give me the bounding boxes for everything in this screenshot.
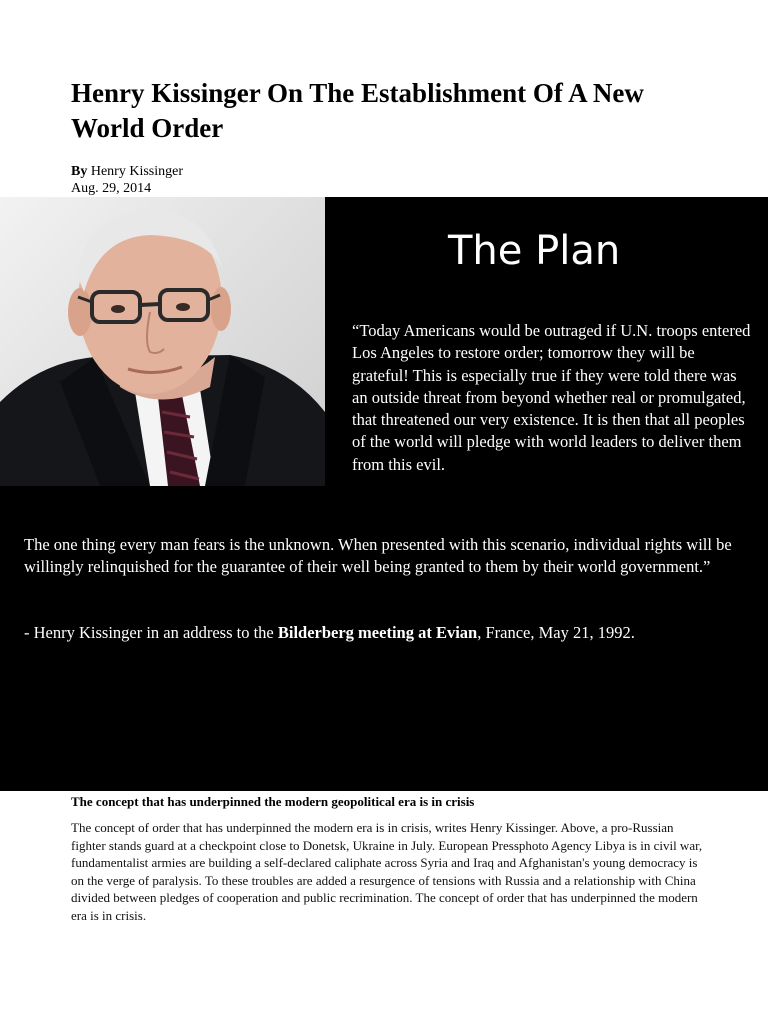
quote-image [0, 197, 768, 791]
article-title: Henry Kissinger On The Establishment Of A New World Order [71, 78, 644, 143]
author-name: Henry Kissinger [90, 164, 183, 179]
byline [71, 163, 183, 180]
image-heading: The Plan [448, 228, 621, 274]
portrait-photo [0, 197, 325, 486]
attribution-suffix: , France, May 21, 1992. [477, 623, 635, 642]
by-label: By [71, 164, 88, 179]
quote-attribution [24, 622, 744, 644]
attribution-prefix: - Henry Kissinger in an address to the [24, 623, 278, 642]
quote-text-second-part: The one thing every man fears is the unknown. When presented with this scenario, individual rights will be willingly relinquished for the guarantee of their well being granted to them by their world government.” [24, 535, 732, 577]
portrait-illustration [0, 197, 325, 486]
section-body: The concept of order that has underpinned the modern era is in crisis, writes Henry Kissinger. Above, a pro-Russian fighter stands guard at a checkpoint close to Donetsk, Ukraine in July. European Pressphoto Agency Libya is in civil war, fundamentalist armies are building a self-declared caliphate across Syria and Iraq and Afghanistan's young democracy is on the verge of paralysis. To these troubles are added a resurgence of tensions with Russia and a relationship with China divided between pledges of cooperation and public recrimination. The concept of order that has underpinned the modern era is in crisis. [71, 820, 703, 923]
publish-date: Aug. 29, 2014 [71, 181, 152, 196]
attribution-event: Bilderberg meeting at Evian [277, 623, 478, 642]
section-subheading: The concept that has underpinned the modern geopolitical era is in crisis [71, 794, 475, 809]
quote-text-first-part: “Today Americans would be outraged if U.N. troops entered Los Angeles to restore order; tomorrow they will be grateful! This is especially true if they were told there was an outside threat from beyond whether real or promulgated, that threatened our very existence. It is then that all peoples of the world will pledge with world leaders to deliver them from this evil. [352, 321, 751, 474]
